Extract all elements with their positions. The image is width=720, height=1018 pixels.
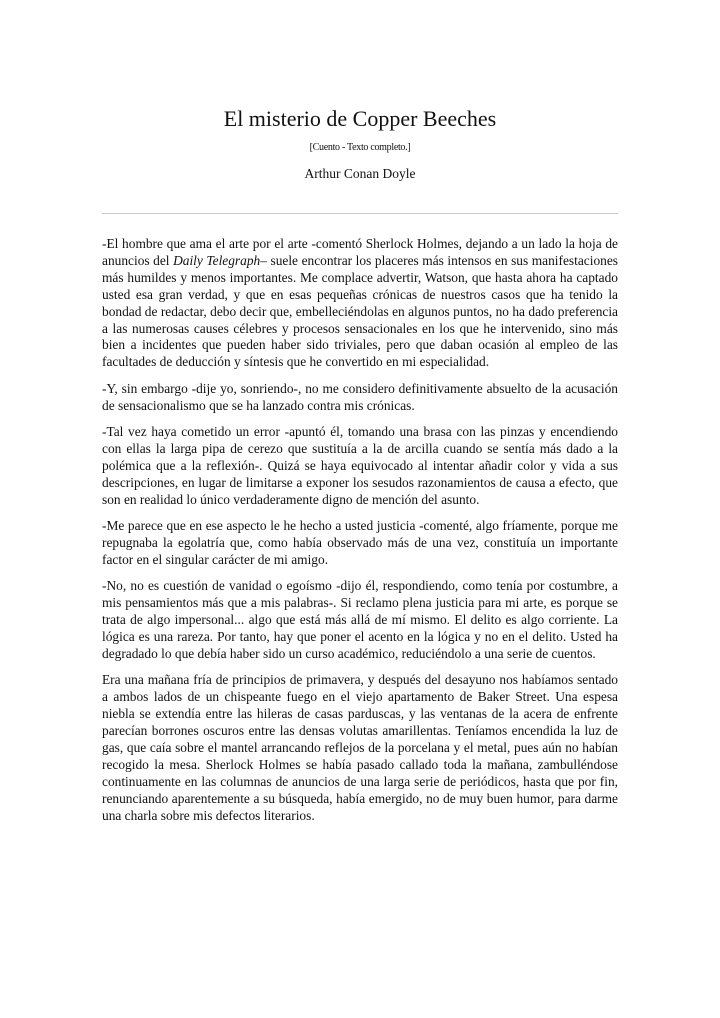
paragraph: Era una mañana fría de principios de primavera, y después del desayuno nos habíamos sentado a ambos lados de un chispeante fuego en el viejo apartamento de Baker Street. Una espesa niebla se extendía entre las hileras de casas parduscas, y las ventanas de la acera de enfrente parecían borrones oscuros entre las densas volutas amarillentas. Teníamos encendida la luz de gas, que caía sobre el mantel arrancando reflejos de la porcelana y el metal, pues aún no habían recogido la mesa. Sherlock Holmes se había pasado callado toda la mañana, zambulléndose continuamente en las columnas de anuncios de una larga serie de periódicos, hasta que por fin, renunciando aparentemente a su búsqueda, había emergido, no de muy buen humor, para darme una charla sobre mis defectos literarios. [102, 672, 618, 823]
horizontal-divider [102, 213, 618, 214]
document-body [102, 236, 618, 834]
document-title: El misterio de Copper Beeches [223, 106, 497, 131]
paragraph [102, 236, 618, 371]
document-subtitle: [Cuento - Texto completo.] [309, 142, 411, 153]
document-author: Arthur Conan Doyle [304, 166, 416, 181]
paragraph-text: -El hombre que ama el arte por el arte -comentó Sherlock Holmes, dejando a un lado la hoja de anuncios del [102, 236, 618, 268]
paragraph: -Y, sin embargo -dije yo, sonriendo-, no me considero definitivamente absuelto de la acusación de sensacionalismo que se ha lanzado contra mis crónicas. [102, 380, 618, 413]
paragraph: -No, no es cuestión de vanidad o egoísmo -dijo él, respondiendo, como tenía por costumbre, a mis pensamientos más que a mis palabras-. Si reclamo plena justicia para mi arte, es porque se trata de algo impersonal... algo que está más allá de mí mismo. El delito es algo corriente. La lógica es una rareza. Por tanto, hay que poner el acento en la lógica y no en el delito. Usted ha degradado lo que debía haber sido un curso académico, reduciéndolo a una serie de cuentos. [102, 578, 618, 661]
paragraph: -Tal vez haya cometido un error -apuntó él, tomando una brasa con las pinzas y encendiendo con ellas la larga pipa de cerezo que sustituía a la de arcilla cuando se sentía más dado a la polémica que a la reflexión-. Quizá se haya equivocado al intentar añadir color y vida a sus descripciones, en lugar de limitarse a exponer los sesudos razonamientos de causa a efecto, que son en realidad lo único verdaderamente digno de mención del asunto. [102, 424, 618, 507]
paragraph: -Me parece que en ese aspecto le he hecho a usted justicia -comenté, algo fríamente, porque me repugnaba la egolatría que, como había observado más de una vez, constituía un importante factor en el singular carácter de mi amigo. [102, 518, 618, 567]
paragraph-text: – suele encontrar los placeres más intensos en sus manifestaciones más humildes y menos importantes. Me complace advertir, Watson, que hasta ahora ha captado usted esa gran verdad, y que en esas pequeñas crónicas de nuestros casos que ha tenido la bondad de redactar, debo decir que, embelleciéndolas en algunos puntos, no ha dado preferencia a las numerosas causes célebres y procesos sensacionales en los que he intervenido, sino más bien a incidentes que pueden haber sido triviales, pero que daban ocasión al empleo de las facultades de deducción y síntesis que he convertido en mi especialidad. [102, 252, 619, 370]
newspaper-name: Daily Telegraph [173, 252, 261, 268]
